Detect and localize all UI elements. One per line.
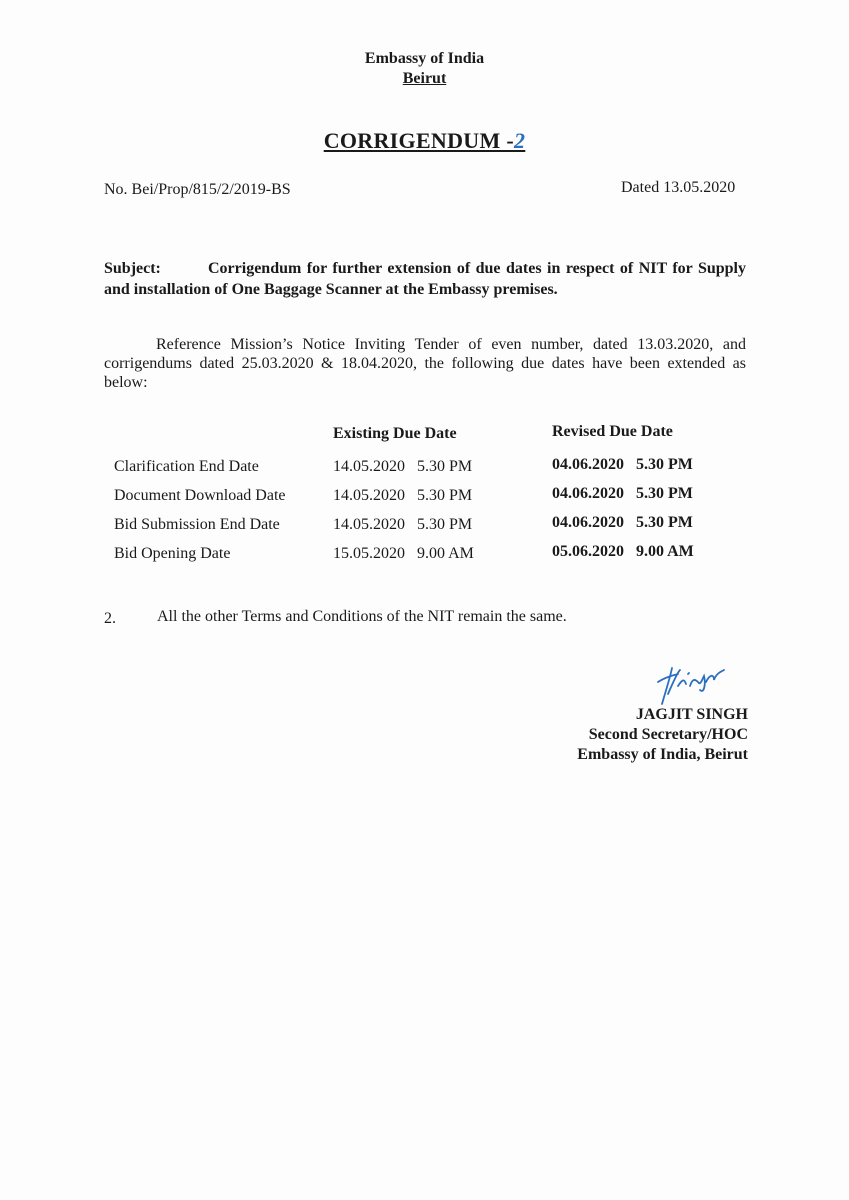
revised-time: 5.30 PM	[636, 485, 693, 502]
existing-date: 15.05.2020	[333, 545, 405, 562]
row-label: Clarification End Date	[114, 458, 259, 475]
existing-time: 5.30 PM	[417, 487, 473, 504]
existing-time: 5.30 PM	[417, 516, 473, 533]
row-label: Bid Opening Date	[114, 545, 231, 562]
revised-time: 5.30 PM	[636, 456, 693, 473]
revised-time: 9.00 AM	[636, 543, 694, 560]
organization-name: Embassy of India	[364, 50, 485, 67]
table-header-revised: Revised Due Date	[552, 423, 673, 440]
revised-due-date	[552, 456, 693, 474]
title-number-handwritten: 2	[513, 128, 526, 153]
table-header-existing: Existing Due Date	[333, 425, 457, 442]
row-label: Document Download Date	[114, 487, 286, 504]
subject-block	[104, 258, 746, 300]
revised-date: 04.06.2020	[552, 514, 624, 531]
signatory-designation: Second Secretary/HOC	[588, 726, 748, 743]
revised-date: 04.06.2020	[552, 485, 624, 502]
revised-due-date	[552, 485, 693, 503]
existing-time: 5.30 PM	[417, 458, 473, 475]
revised-date: 04.06.2020	[552, 456, 624, 473]
existing-date: 14.05.2020	[333, 458, 405, 475]
existing-due-date	[333, 458, 472, 476]
organization-city: Beirut	[402, 70, 447, 87]
revised-due-date	[552, 543, 694, 561]
paragraph-number: 2.	[104, 610, 116, 627]
revised-time: 5.30 PM	[636, 514, 693, 531]
existing-date: 14.05.2020	[333, 516, 405, 533]
existing-due-date	[333, 545, 474, 563]
signatory-office: Embassy of India, Beirut	[577, 746, 748, 763]
reference-paragraph	[104, 335, 746, 392]
revised-due-date	[552, 514, 693, 532]
reference-number: No. Bei/Prop/815/2/2019-BS	[104, 181, 291, 198]
existing-date: 14.05.2020	[333, 487, 405, 504]
subject-label: Subject:	[104, 260, 161, 277]
row-label: Bid Submission End Date	[114, 516, 280, 533]
document-date: Dated 13.05.2020	[621, 179, 736, 196]
handwritten-signature	[648, 660, 728, 710]
signatory-block	[577, 705, 748, 765]
revised-date: 05.06.2020	[552, 543, 624, 560]
reference-paragraph-text: Reference Mission’s Notice Inviting Tender of even number, dated 13.03.2020, and corrigendums dated 25.03.2020 & 18.04.2020, the following due dates have been extended as below:	[104, 336, 746, 391]
existing-due-date	[333, 516, 472, 534]
title-text: CORRIGENDUM -	[323, 128, 514, 153]
existing-time: 9.00 AM	[417, 545, 474, 562]
signatory-name: JAGJIT SINGH	[635, 706, 748, 723]
existing-due-date	[333, 487, 472, 505]
subject-text: Corrigendum for further extension of due dates in respect of NIT for Supply and installation of One Baggage Scanner at the Embassy premises.	[104, 260, 746, 298]
terms-paragraph: All the other Terms and Conditions of the NIT remain the same.	[157, 608, 567, 625]
document-title	[0, 128, 849, 154]
